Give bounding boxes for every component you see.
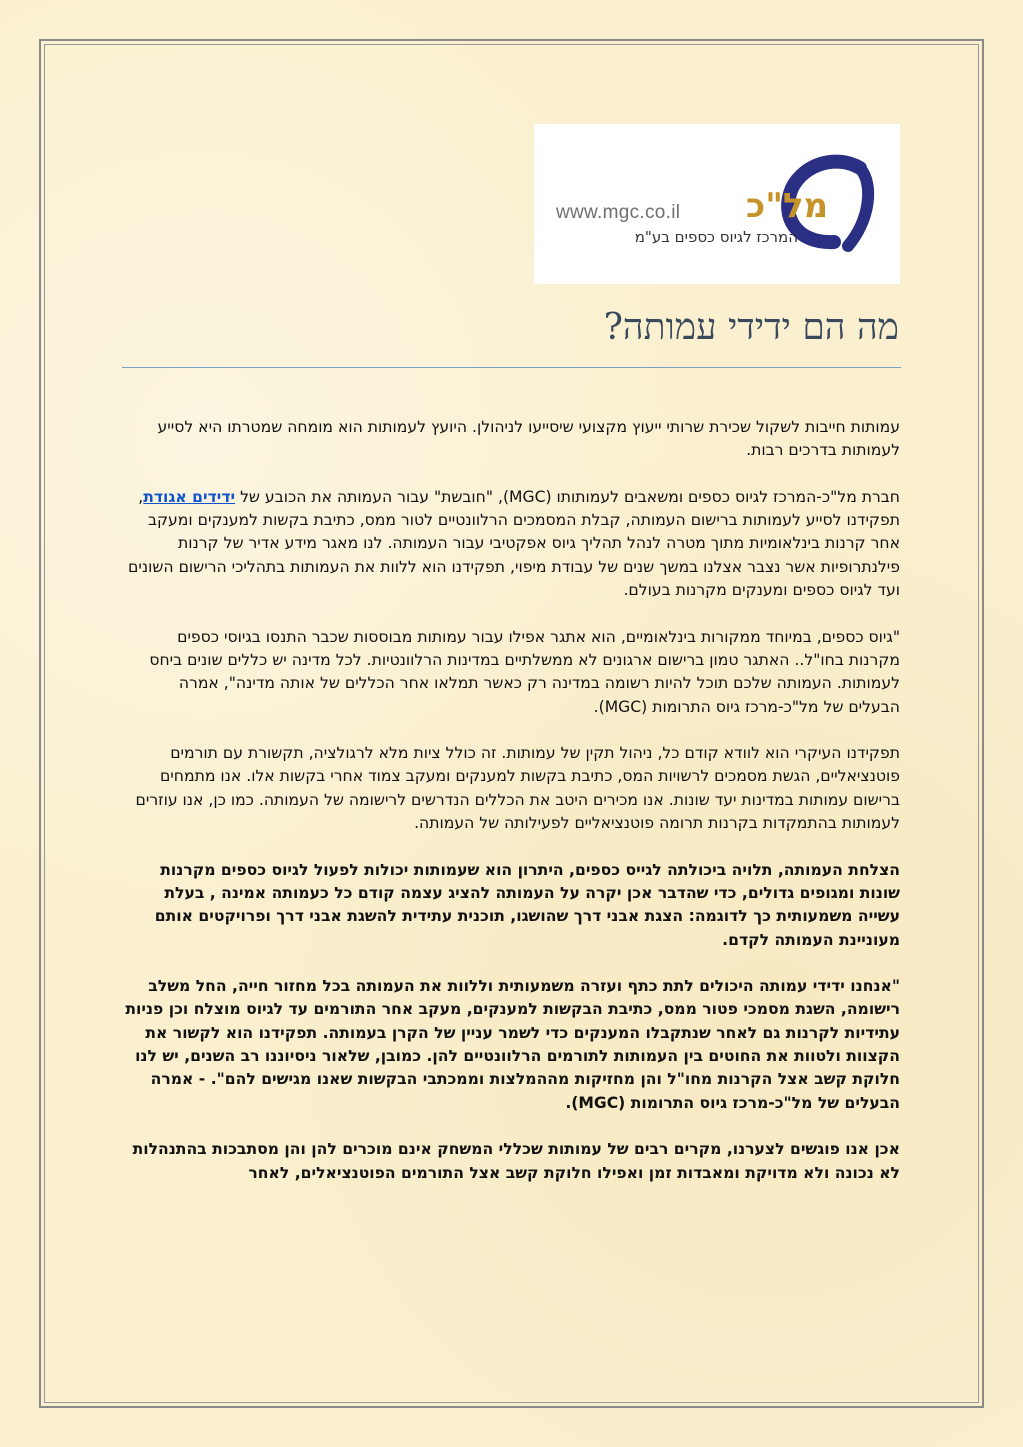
paragraph-intro: עמותות חייבות לשקול שכירת שרותי ייעוץ מקצועי שיסייעו לניהולן. היועץ לעמותות הוא מומחה שמטרתו היא לסייע לעמותות בדרכים רבות. <box>157 418 900 460</box>
title-divider <box>122 367 901 368</box>
paragraph-main-role: תפקידנו העיקרי הוא לוודא קודם כל, ניהול תקין של עמותות. זה כולל ציות מלא לרגולציה, תקשורת עם תורמים פוטנציאליים, הגשת מסמכים לרשויות המס, כתיבת בקשות למענקים ומעקב צמוד אחרי בקשות אלו. אנו מתמחים ברישום עמותות במדינות יעד שונות. אנו מכירים היטב את הכללים הנדרשים לרישומה של העמותה. כמו כן, אנו עוזרים לעמותות בהתמקדות בקרנות תרומה פוטנציאליים לפעילותה של העמותה. <box>135 744 900 833</box>
paragraph-about-start: חברת מל"כ-המרכז לגיוס כספים ומשאבים לעמותותו (MGC), "חובשת" עבור העמותה את הכובע של <box>235 487 900 506</box>
company-logo <box>534 124 900 284</box>
article-body <box>124 416 900 1208</box>
friends-association-link[interactable]: ידידים אגודת <box>143 487 236 506</box>
logo-url: www.mgc.co.il <box>556 202 681 223</box>
paragraph-cases: אכן אנו פוגשים לצערנו, מקרים רבים של עמותות שכללי המשחק אינם מוכרים להן והן מסתבכות בהתנהלות לא נכונה ולא מדויקת ומאבדות זמן ואפילו חלוקת קשב אצל התורמים הפוטנציאלים, לאחר <box>132 1140 900 1182</box>
logo-name: מל"כ <box>746 186 829 226</box>
logo-tagline: המרכז לגיוס כספים בע"מ <box>634 228 798 246</box>
paragraph-quote-international: "גיוס כספים, במיוחד ממקורות בינלאומיים, הוא אתגר אפילו עבור עמותות מבוססות שכבר התנסו בגיוסי כספים מקרנות בחו"ל.. האתגר טמון ברישום ארגונים לא ממשלתיים במדינות הרלוונטיות. לכל מדינה יש כללים שונים ביחס לעמותות. העמותה שלכם תוכל להיות רשומה במדינה רק כאשר תמלאו אחר הכללים של אותה מדינה", אמרה הבעלים של מל"כ-מרכז גיוס התרומות (MGC). <box>149 627 900 716</box>
paragraph-success: הצלחת העמותה, תלויה ביכולתה לגייס כספים, היתרון הוא שעמותות יכולות לפעול לגיוס כספים מקרנות שונות ומגופים גדולים, כדי שהדבר אכן יקרה על העמותה להציג עצמה קודם כל כעמותה אמינה , בעלת עשייה משמעותית כך לדוגמה: הצגת אבני דרך שהושגו, תוכנית עתידית להשגת אבני דרך ופרויקטים אותם מעוניינת העמותה לקדם. <box>154 860 900 949</box>
paragraph-quote-friends: "אנחנו ידידי עמותה היכולים לתת כתף ועזרה משמעותית וללוות את העמותה בכל מחזור חייה, החל משלב רישומה, השגת מסמכי פטור ממס, כתיבת הבקשות למענקים, מעקב אחר התורמים עד לגיוס מוצלח וכן פניות עתידיות לקרנות גם לאחר שנתקבלו המענקים כדי לשמר עניין של הקרן בעמותה. תפקידנו הוא לקשור את הקצוות ולטוות את החוטים בין העמותות לתורמים הרלוונטיים להן. כמובן, שלאור ניסיוננו רב השנים, יש לנו חלוקת קשב אצל הקרנות מחו"ל והן מחזיקות מההמלצות וממכתבי הבקשות שאנו מגישים להם". - אמרה הבעלים של מל"כ-מרכז גיוס התרומות (MGC). <box>125 977 900 1112</box>
page-title: מה הם ידידי עמותה? <box>603 307 899 348</box>
paragraph-about-end: , תפקידנו לסייע לעמותות ברישום העמותה, קבלת המסמכים הרלוונטיים לטור ממס, כתיבת בקשות למענקים ומעקב אחר קרנות בינלאומיות מתוך מטרה לנהל תהליך גיוס אפקטיבי עבור העמותה. לנו מאגר מידע אדיר של קרנות פילנתרופיות אשר נצבר אצלנו במשך שנים של עבודת מיפוי, תפקידנו הוא ללוות את העמותות בתהליכי הרישום השונים ועד לגיוס כספים ומענקים מקרנות בעולם. <box>128 487 900 600</box>
paragraph-about <box>124 486 900 602</box>
